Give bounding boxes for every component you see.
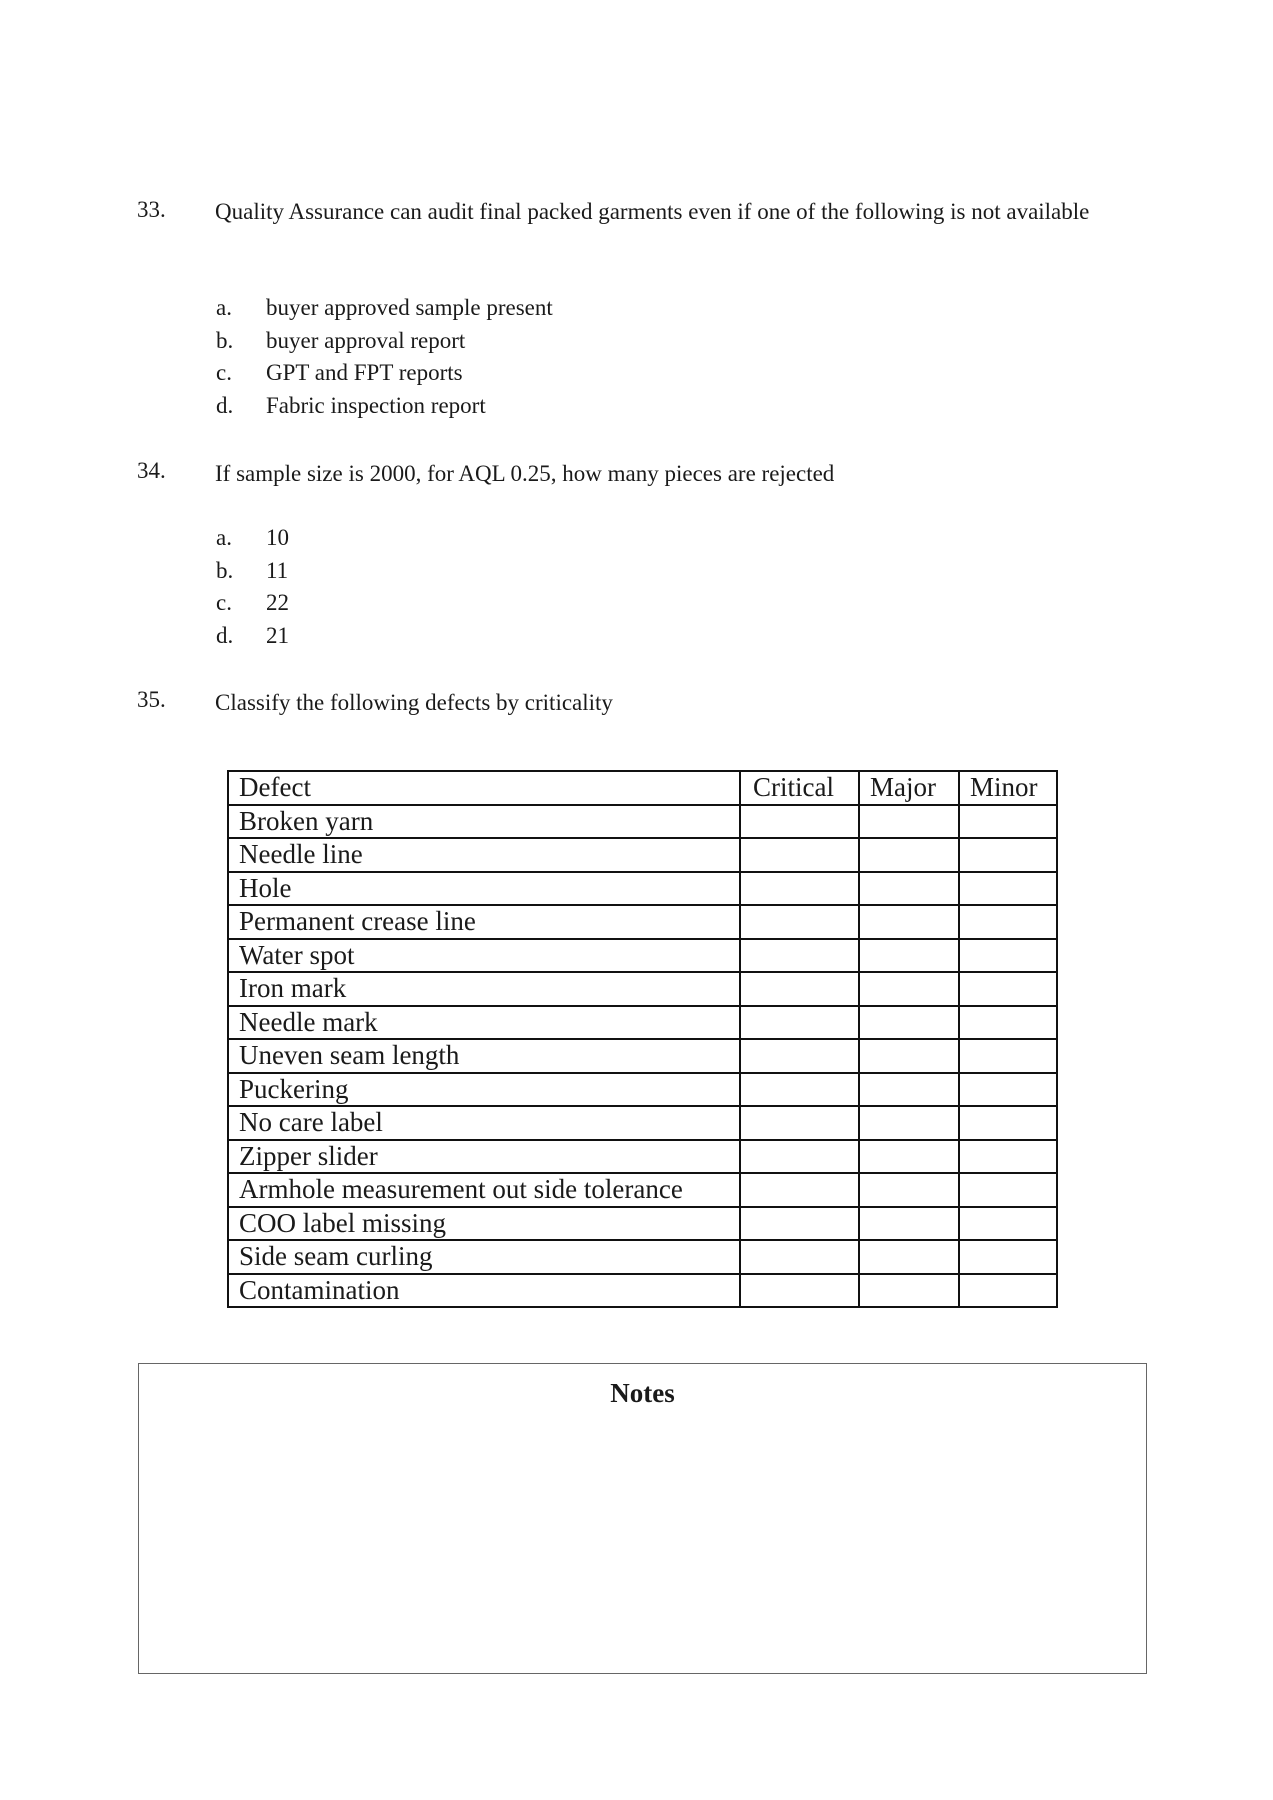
option-letter: a. [216, 295, 232, 320]
table-row [228, 838, 1057, 872]
major-cell[interactable] [859, 1207, 959, 1241]
major-cell[interactable] [859, 905, 959, 939]
defect-name: Water spot [228, 939, 740, 973]
table-row [228, 1207, 1057, 1241]
major-cell[interactable] [859, 939, 959, 973]
minor-cell[interactable] [959, 1274, 1057, 1308]
option [0, 325, 1273, 358]
defect-name: Hole [228, 872, 740, 906]
question-number: 35. [137, 687, 166, 712]
table-row [228, 1173, 1057, 1207]
question-text: Quality Assurance can audit final packed garments even if one of the following is not available [215, 199, 1090, 224]
option-text: buyer approval report [266, 327, 466, 353]
option-letter: d. [216, 622, 234, 648]
header-defect: Defect [228, 771, 740, 805]
major-cell[interactable] [859, 1073, 959, 1107]
option-text: 10 [266, 525, 289, 550]
defect-name: Uneven seam length [228, 1039, 740, 1073]
option [0, 555, 1273, 588]
table-row [228, 905, 1057, 939]
option-letter: b. [216, 327, 234, 353]
option-letter: b. [216, 557, 234, 583]
option-letter: c. [216, 360, 232, 385]
minor-cell[interactable] [959, 939, 1057, 973]
table-header-row [228, 771, 1057, 805]
defect-classification-table [227, 770, 1058, 1308]
table-row [228, 1240, 1057, 1274]
option [0, 292, 1273, 325]
major-cell[interactable] [859, 1106, 959, 1140]
critical-cell[interactable] [740, 1207, 859, 1241]
table-row [228, 1140, 1057, 1174]
minor-cell[interactable] [959, 1073, 1057, 1107]
table-row [228, 939, 1057, 973]
question-number: 34. [137, 458, 166, 483]
defect-name: Contamination [228, 1274, 740, 1308]
defect-name: Puckering [228, 1073, 740, 1107]
major-cell[interactable] [859, 1274, 959, 1308]
defect-name: Armhole measurement out side tolerance [228, 1173, 740, 1207]
header-critical: Critical [740, 771, 859, 805]
major-cell[interactable] [859, 1006, 959, 1040]
minor-cell[interactable] [959, 838, 1057, 872]
defect-name: Zipper slider [228, 1140, 740, 1174]
option [0, 620, 1273, 653]
critical-cell[interactable] [740, 1240, 859, 1274]
defect-name: Side seam curling [228, 1240, 740, 1274]
minor-cell[interactable] [959, 872, 1057, 906]
minor-cell[interactable] [959, 1140, 1057, 1174]
critical-cell[interactable] [740, 905, 859, 939]
defect-name: Broken yarn [228, 805, 740, 839]
critical-cell[interactable] [740, 872, 859, 906]
minor-cell[interactable] [959, 972, 1057, 1006]
minor-cell[interactable] [959, 1207, 1057, 1241]
critical-cell[interactable] [740, 1006, 859, 1040]
critical-cell[interactable] [740, 939, 859, 973]
defect-name: Needle mark [228, 1006, 740, 1040]
critical-cell[interactable] [740, 838, 859, 872]
defect-name: No care label [228, 1106, 740, 1140]
major-cell[interactable] [859, 1039, 959, 1073]
table-row [228, 1006, 1057, 1040]
option-letter: d. [216, 392, 234, 418]
defect-name: Needle line [228, 838, 740, 872]
option [0, 357, 1273, 390]
defect-name: Iron mark [228, 972, 740, 1006]
minor-cell[interactable] [959, 1106, 1057, 1140]
notes-title: Notes [610, 1378, 675, 1408]
minor-cell[interactable] [959, 1173, 1057, 1207]
notes-box [138, 1363, 1147, 1674]
critical-cell[interactable] [740, 1274, 859, 1308]
critical-cell[interactable] [740, 1106, 859, 1140]
major-cell[interactable] [859, 972, 959, 1006]
table-row [228, 872, 1057, 906]
table-row [228, 1274, 1057, 1308]
option-letter: a. [216, 525, 232, 550]
question-options [0, 292, 1273, 422]
option [0, 587, 1273, 620]
critical-cell[interactable] [740, 1173, 859, 1207]
critical-cell[interactable] [740, 1073, 859, 1107]
header-major: Major [859, 771, 959, 805]
minor-cell[interactable] [959, 905, 1057, 939]
question-options [0, 522, 1273, 652]
option-text: Fabric inspection report [266, 392, 486, 418]
option [0, 390, 1273, 423]
table-row [228, 805, 1057, 839]
option-text: buyer approved sample present [266, 295, 553, 320]
major-cell[interactable] [859, 872, 959, 906]
major-cell[interactable] [859, 1173, 959, 1207]
table-row [228, 1106, 1057, 1140]
option [0, 522, 1273, 555]
table-row [228, 1073, 1057, 1107]
major-cell[interactable] [859, 1140, 959, 1174]
option-text: GPT and FPT reports [266, 360, 463, 385]
option-text: 11 [266, 557, 289, 583]
question-text: Classify the following defects by criticality [215, 690, 613, 715]
table-body [228, 805, 1057, 1308]
option-text: 22 [266, 590, 289, 615]
table-row [228, 1039, 1057, 1073]
question-number: 33. [137, 197, 166, 222]
defect-name: COO label missing [228, 1207, 740, 1241]
critical-cell[interactable] [740, 1140, 859, 1174]
major-cell[interactable] [859, 1240, 959, 1274]
minor-cell[interactable] [959, 1006, 1057, 1040]
option-letter: c. [216, 590, 232, 615]
minor-cell[interactable] [959, 1039, 1057, 1073]
question-text: If sample size is 2000, for AQL 0.25, how many pieces are rejected [215, 461, 835, 486]
table-row [228, 972, 1057, 1006]
critical-cell[interactable] [740, 805, 859, 839]
major-cell[interactable] [859, 838, 959, 872]
defect-name: Permanent crease line [228, 905, 740, 939]
major-cell[interactable] [859, 805, 959, 839]
critical-cell[interactable] [740, 1039, 859, 1073]
critical-cell[interactable] [740, 972, 859, 1006]
minor-cell[interactable] [959, 1240, 1057, 1274]
minor-cell[interactable] [959, 805, 1057, 839]
option-text: 21 [266, 622, 289, 648]
header-minor: Minor [959, 771, 1057, 805]
